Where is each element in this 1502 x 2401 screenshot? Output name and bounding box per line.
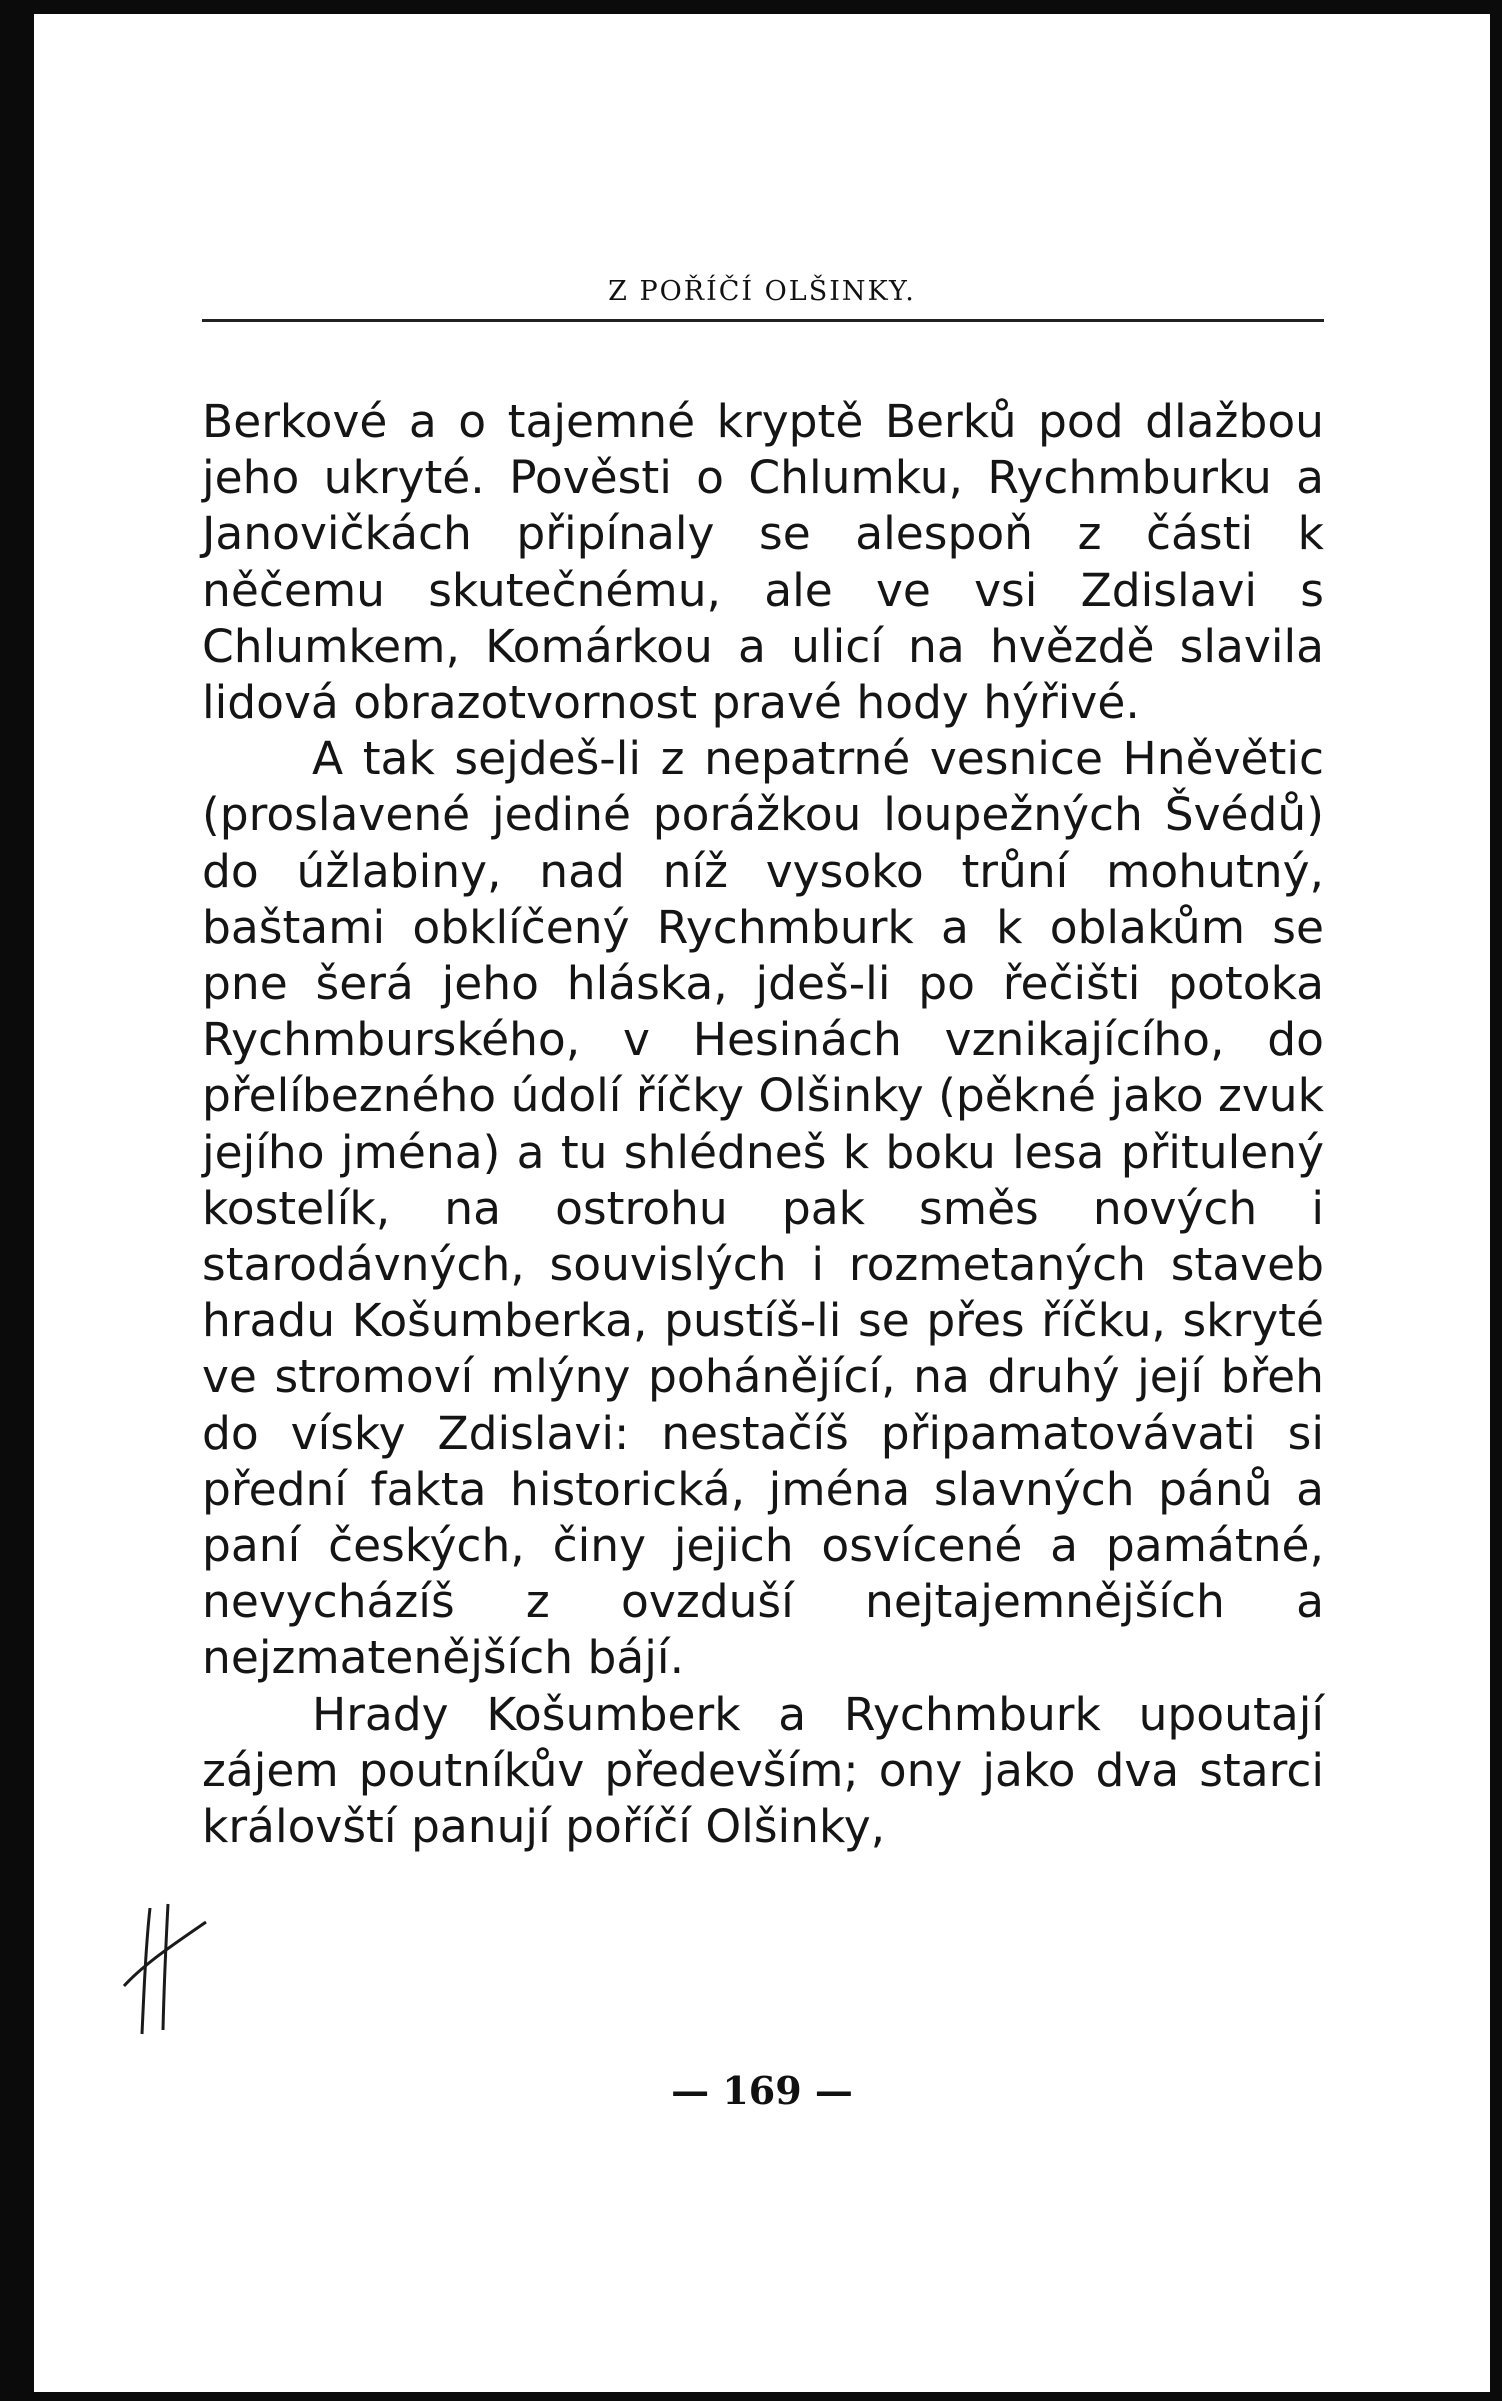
book-page — [34, 14, 1490, 2392]
handwritten-cross-mark — [94, 1894, 214, 2044]
header-rule — [202, 319, 1324, 322]
paragraph-2: A tak sejdeš-li z nepatrné vesnice Hněvětic (proslavené jediné porážkou loupežných Švédů) do úžlabiny, nad níž vysoko trůní mohutný, baštami obklíčený Rychmburk a k oblakům se pne šerá jeho hláska, jdeš-li po řečišti potoka Rychmburského, v Hesinách vznikajícího, do přelíbezného údolí říčky Olšinky (pěkné jako zvuk jejího jména) a tu shlédneš k boku lesa přitulený kostelík, na ostrohu pak směs nových i starodávných, souvislých i rozmetaných staveb hradu Košumberka, pustíš-li se přes říčku, skryté ve stromoví mlýny pohánějící, na druhý její břeh do vísky Zdislavi: nestačíš připamatovávati si přední fakta historická, jména slavných pánů a paní českých, činy jejich osvícené a památné, nevycházíš z ovzduší nejtajemnějších a nejzmatenějších bájí. — [202, 732, 1324, 1685]
body-text — [202, 394, 1324, 1855]
paragraph-1: Berkové a o tajemné kryptě Berků pod dlažbou jeho ukryté. Pověsti o Chlumku, Rychmburku a Janovičkách připínaly se alespoň z části k něčemu skutečnému, ale ve vsi Zdislavi s Chlumkem, Komárkou a ulicí na hvězdě slavila lidová obrazotvornost pravé hody hýřivé. — [202, 395, 1324, 730]
paragraph-3: Hrady Košumberk a Rychmburk upoutají zájem poutníkův především; ony jako dva starci královští panují poříčí Olšinky, — [202, 1687, 1324, 1854]
page-number: — 169 — — [671, 2068, 853, 2113]
running-head: Z POŘÍČÍ OLŠINKY. — [608, 276, 916, 307]
